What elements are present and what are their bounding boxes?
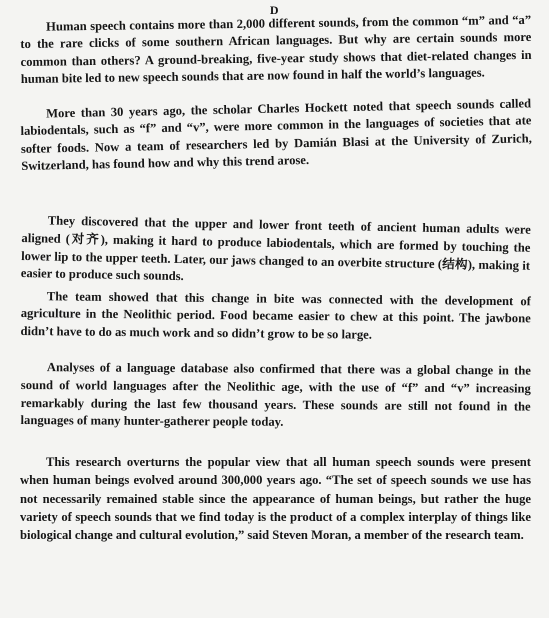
paragraph-3: They discovered that the upper and lower front teeth of ancient human adults were aligned (对齐), making it hard to produce labiodentals, which are formed by touching the lower lip to the upper teeth. Later, our jaws changed to an overbite structure (结构), making it easier to produce such sounds.: [20, 213, 531, 284]
paragraph-6: This research overturns the popular view that all human speech sounds were present when human beings evolved around 300,000 years ago. “The set of speech sounds we use has not necessarily remained stable since the appearance of human beings, but rather the huge variety of speech sounds that we find today is the product of a complex interplay of things like biological change and cultural evolution,” said Steven Moran, a member of the research team.: [20, 455, 531, 543]
paragraph-5: Analyses of a language database also confirmed that there was a global change in the sound of world languages after the Neolithic age, with the use of “f” and “v” increasing remarkably during the last few thousand years. These sounds are still not found in the languages of many hunter-gatherer people today.: [20, 360, 531, 430]
paragraph-4: The team showed that this change in bite was connected with the development of agriculture in the Neolithic period. Food became easier to chew at this point. The jawbone didn’t have to do as much work and so didn’t grow to be so large.: [20, 289, 531, 342]
paragraph-1: Human speech contains more than 2,000 different sounds, from the common “m” and “a” to the rare clicks of some southern African languages. But why are certain sounds more common than others? A ground-breaking, five-year study shows that diet-related changes in human bite led to new speech sounds that are now found in half the world’s languages.: [20, 12, 532, 86]
paragraph-2: More than 30 years ago, the scholar Charles Hockett noted that speech sounds called labiodentals, such as “f” and “v”, were more common in the languages of societies that ate softer foods. Now a team of researchers led by Damián Blasi at the University of Zurich, Switzerland, has found how and why this trend arose.: [20, 96, 532, 173]
section-label: D: [269, 3, 280, 17]
